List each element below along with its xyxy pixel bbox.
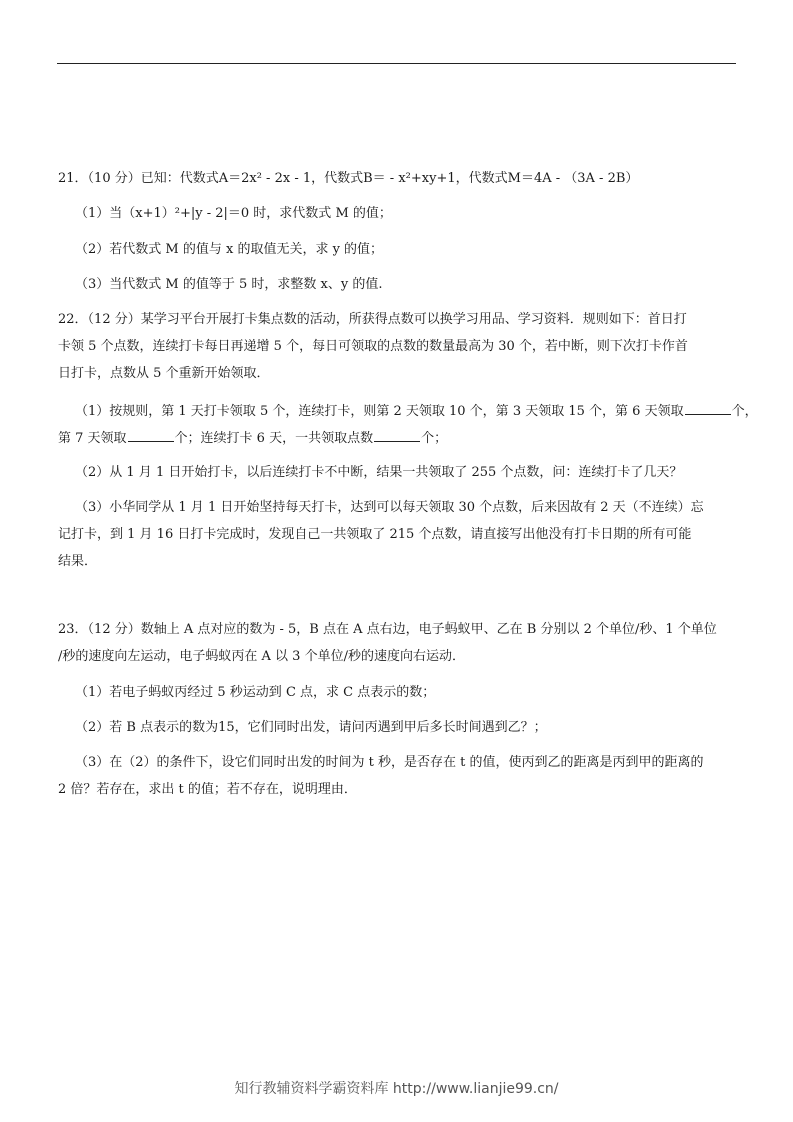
q22-part-2: （2）从 1 月 1 日开始打卡，以后连续打卡不中断，结果一共领取了 255 个点数，问：连续打卡了几天？ [75, 465, 683, 480]
answer-blank[interactable] [685, 402, 731, 415]
q23-part-1: （1）若电子蚂蚁丙经过 5 秒运动到 C 点，求 C 点表示的数； [75, 685, 436, 700]
q22-part-3-line-1: （3）小华同学从 1 月 1 日开始坚持每天打卡，达到可以每天领取 30 个点数，后来因故有 2 天（不连续）忘 [75, 500, 704, 515]
q22-part-1-line-1: （1）按规则，第 1 天打卡领取 5 个，连续打卡，则第 2 天领取 10 个，第 3 天领取 15 个，第 6 天领取 个， [75, 404, 758, 419]
q21-head: 21．（10 分）已知：代数式A＝2x² - 2x - 1，代数式B＝ - x²+xy+1，代数式M＝4A - （3A - 2B） [58, 171, 639, 186]
q23-intro-line-1: 23．（12 分）数轴上 A 点对应的数为 - 5，B 点在 A 点右边，电子蚂蚁甲、乙在 B 分别以 2 个单位/秒、1 个单位 [58, 622, 717, 637]
q22-part-3-line-2: 记打卡，到 1 月 16 日打卡完成时，发现自己一共领取了 215 个点数，请直接写出他没有打卡日期的所有可能 [58, 527, 692, 542]
q23-part-2: （2）若 B 点表示的数为15，它们同时出发，请问丙遇到甲后多长时间遇到乙？； [75, 720, 547, 735]
q21-part-3: （3）当代数式 M 的值等于 5 时，求整数 x、y 的值. [75, 277, 383, 292]
q23-intro-line-2: /秒的速度向左运动，电子蚂蚁丙在 A 以 3 个单位/秒的速度向右运动． [58, 649, 465, 664]
q22-intro-line-1: 22．（12 分）某学习平台开展打卡集点数的活动，所获得点数可以换学习用品、学习资料．规则如下：首日打 [58, 312, 687, 327]
header-rule [57, 63, 736, 64]
q23-part-3-line-2: 2 倍？若存在，求出 t 的值；若不存在，说明理由． [58, 782, 357, 797]
answer-blank[interactable] [128, 429, 174, 442]
q22-intro-line-2: 卡领 5 个点数，连续打卡每日再递增 5 个，每日可领取的点数的数量最高为 30 个，若中断，则下次打卡作首 [58, 339, 688, 354]
q22-part-3-line-3: 结果． [58, 554, 98, 569]
q23-part-3-line-1: （3）在（2）的条件下，设它们同时出发的时间为 t 秒，是否存在 t 的值，使丙到乙的距离是丙到甲的距离的 [75, 755, 704, 770]
footer-watermark: 知行教辅资料学霸资料库 http://www.lianjie99.cn/ [234, 1081, 559, 1097]
answer-blank[interactable] [374, 429, 420, 442]
q21-part-1: （1）当（x+1）²+|y - 2|＝0 时，求代数式 M 的值； [75, 206, 392, 221]
q21-part-2: （2）若代数式 M 的值与 x 的取值无关，求 y 的值； [75, 242, 384, 257]
q22-part-1-line-2: 第 7 天领取 个；连续打卡 6 天，一共领取点数 个； [58, 431, 448, 446]
q22-intro-line-3: 日打卡，点数从 5 个重新开始领取． [58, 366, 270, 381]
